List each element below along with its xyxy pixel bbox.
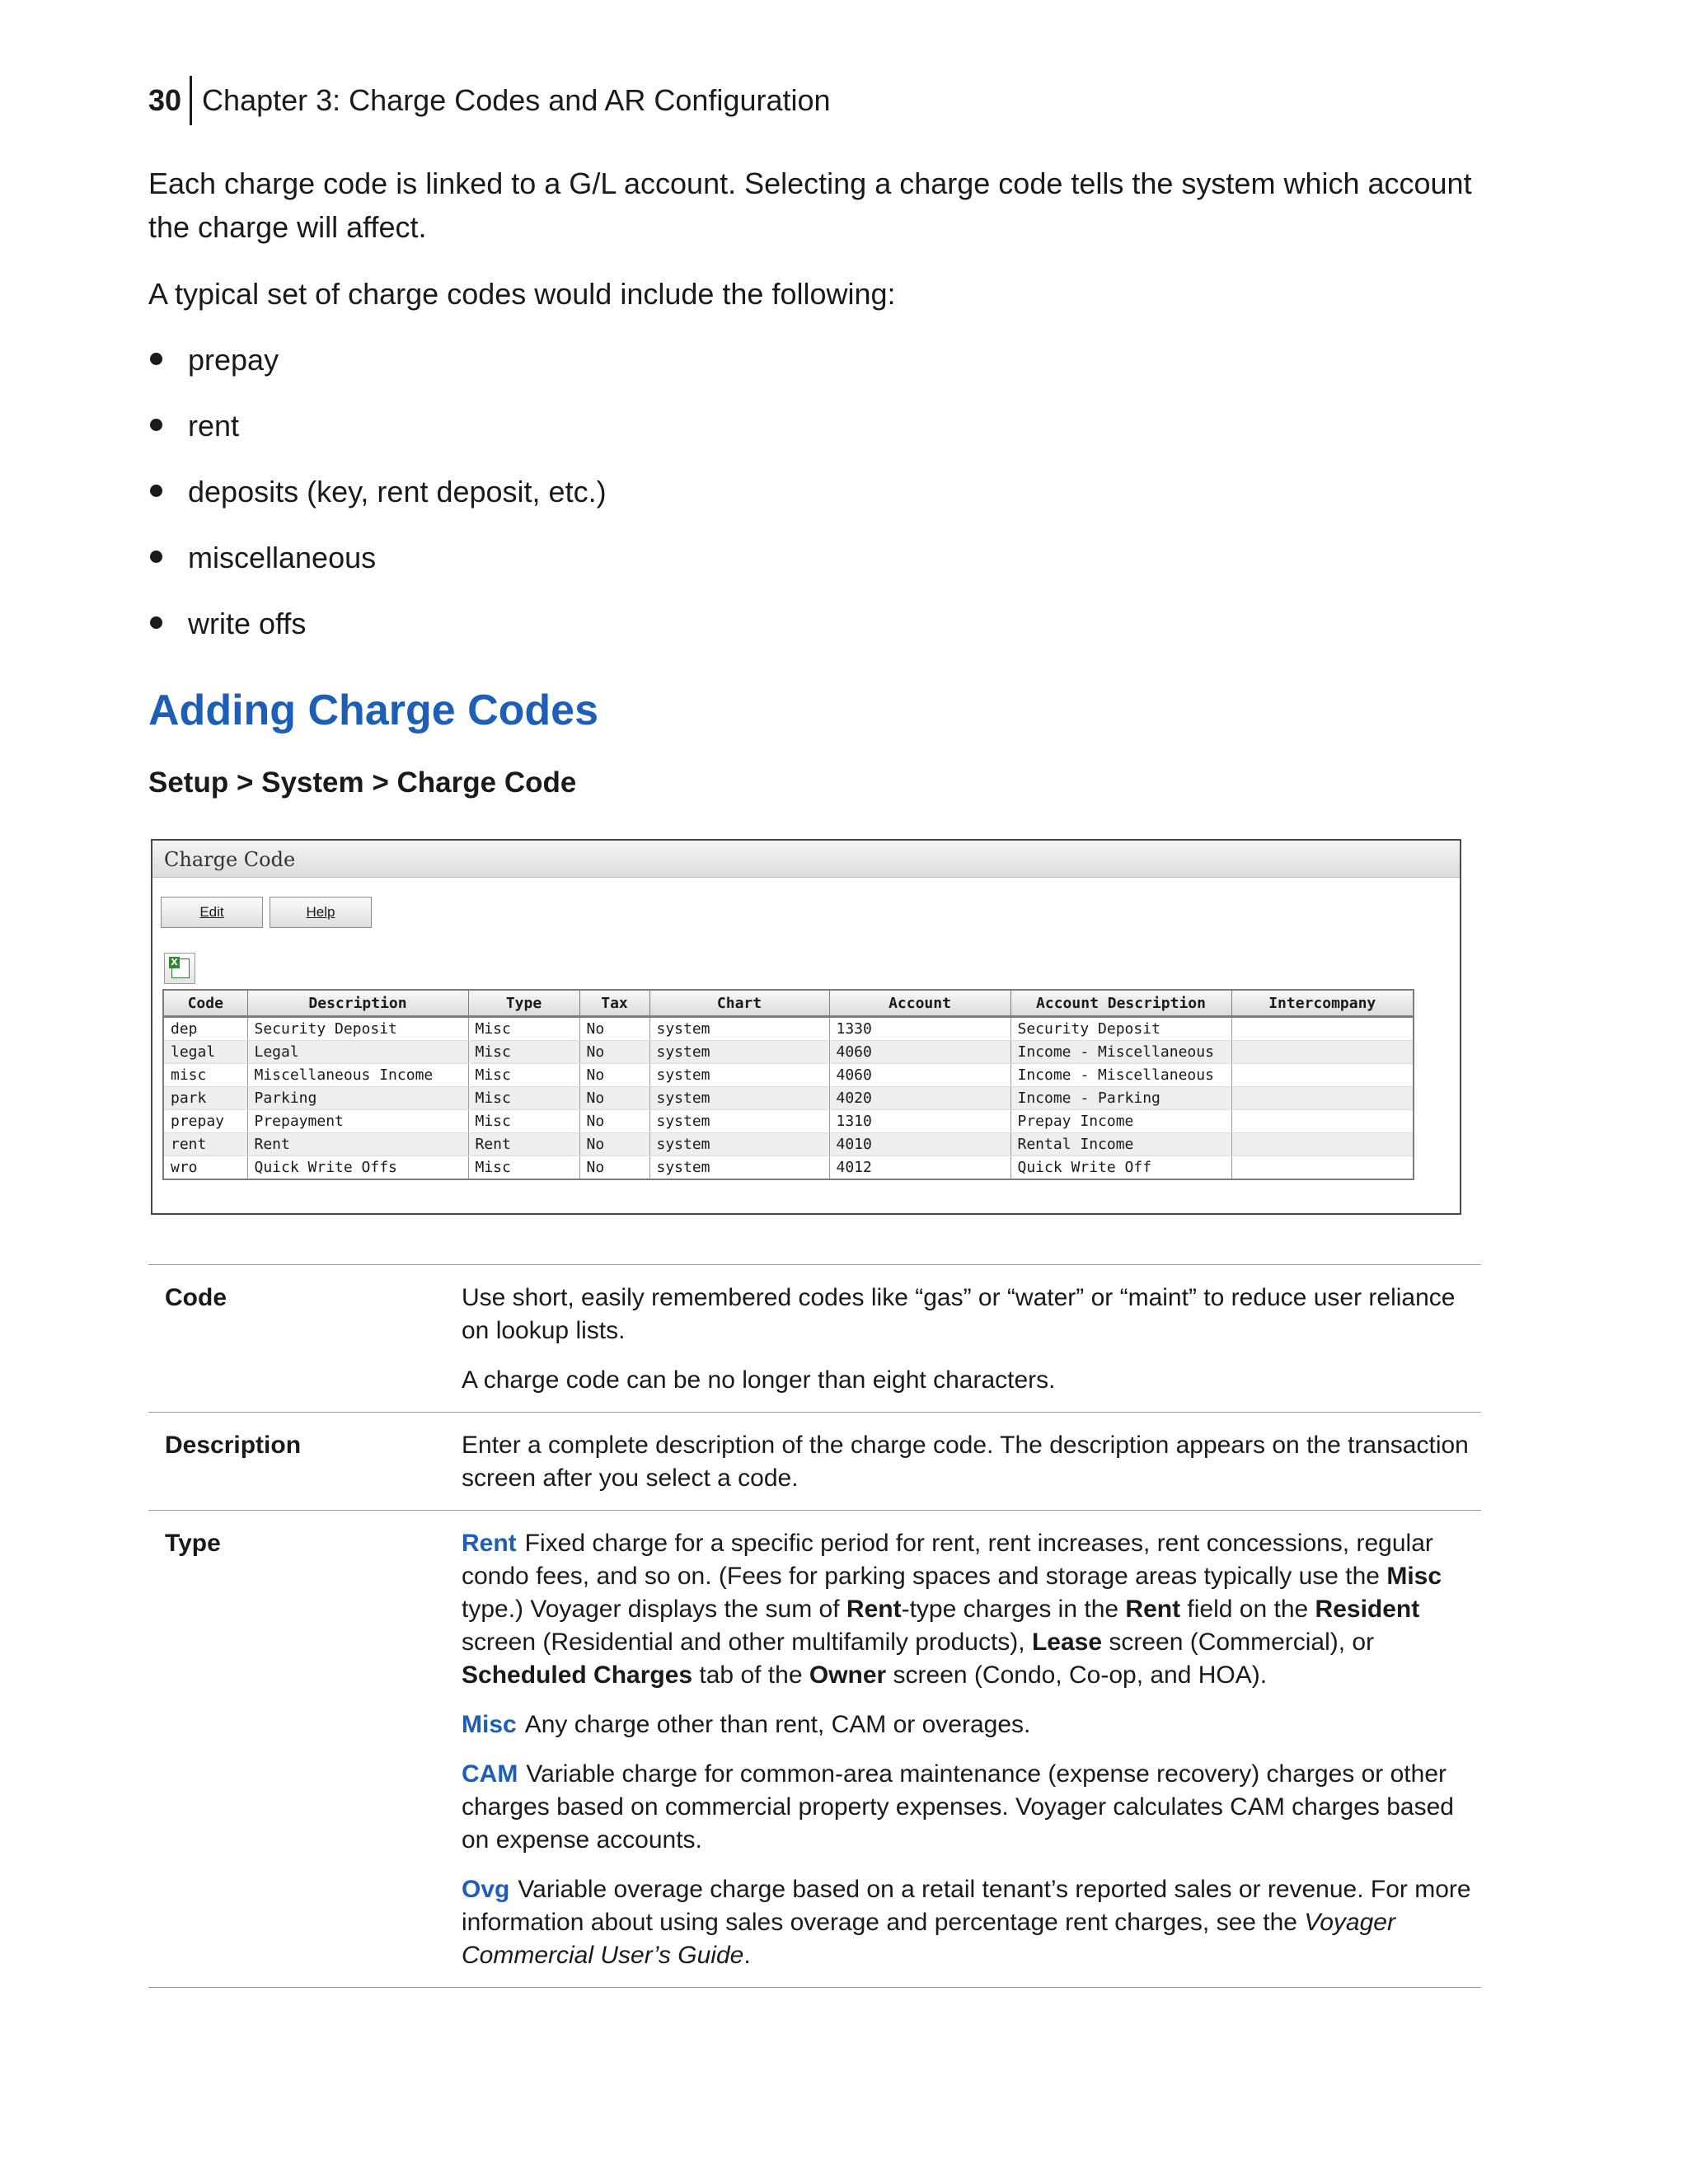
charge-code-grid <box>162 989 1414 1180</box>
column-header-code[interactable]: Code <box>163 990 247 1017</box>
cell-code: legal <box>163 1041 247 1064</box>
bullet-icon <box>150 419 162 431</box>
cell-description: Rent <box>247 1133 468 1156</box>
cell-chart: system <box>649 1017 829 1041</box>
cell-intercompany <box>1231 1017 1414 1041</box>
cell-type: Misc <box>468 1017 579 1041</box>
definition-description: Enter a complete description of the charge code. The description appears on the transaction screen after you select a code. <box>462 1413 1481 1511</box>
cell-description: Prepayment <box>247 1110 468 1133</box>
cell-account: 4060 <box>829 1041 1010 1064</box>
section-heading: Adding Charge Codes <box>148 687 599 734</box>
cell-intercompany <box>1231 1133 1414 1156</box>
cell-tax: No <box>579 1041 649 1064</box>
column-header-intercompany[interactable]: Intercompany <box>1231 990 1414 1017</box>
cell-type: Misc <box>468 1110 579 1133</box>
column-header-tax[interactable]: Tax <box>579 990 649 1017</box>
cell-chart: system <box>649 1110 829 1133</box>
cell-code: park <box>163 1087 247 1110</box>
edit-button[interactable]: Edit <box>161 897 263 928</box>
cell-chart: system <box>649 1041 829 1064</box>
cell-type: Rent <box>468 1133 579 1156</box>
table-row[interactable] <box>163 1156 1414 1180</box>
help-button[interactable]: Help <box>270 897 372 928</box>
cell-chart: system <box>649 1156 829 1180</box>
cell-tax: No <box>579 1064 649 1087</box>
cell-intercompany <box>1231 1087 1414 1110</box>
excel-export-icon[interactable] <box>164 953 195 984</box>
table-row[interactable] <box>163 1110 1414 1133</box>
cell-account: 1330 <box>829 1017 1010 1041</box>
running-header <box>148 76 831 125</box>
charge-code-list <box>148 338 607 668</box>
term-description: Description <box>148 1413 462 1511</box>
cell-description: Miscellaneous Income <box>247 1064 468 1087</box>
cell-account-description: Income - Miscellaneous <box>1010 1041 1231 1064</box>
cell-code: prepay <box>163 1110 247 1133</box>
cell-intercompany <box>1231 1064 1414 1087</box>
table-row[interactable] <box>163 1133 1414 1156</box>
cell-account-description: Income - Parking <box>1010 1087 1231 1110</box>
type-ovg: Ovg Variable overage charge based on a retail tenant’s reported sales or revenue. For more information about using sales overage and percentage rent charges, see the Voyager Commercial User’s Guide. <box>462 1876 1471 1969</box>
cell-account: 1310 <box>829 1110 1010 1133</box>
type-rent: Rent Fixed charge for a specific period for rent, rent increases, rent concessions, regular condo fees, and so on. (Fees for parking spaces and storage areas typically use the Misc type.) Voyager displays the sum of Rent-type charges in the Rent field on the Resident screen (Residential and other multifamily products), Lease screen (Commercial), or Scheduled Charges tab of the Owner screen (Condo, Co-op, and HOA). <box>462 1530 1442 1689</box>
cell-type: Misc <box>468 1041 579 1064</box>
list-item: write offs <box>148 602 607 668</box>
column-header-account[interactable]: Account <box>829 990 1010 1017</box>
toolbar <box>161 897 372 928</box>
cell-account-description: Quick Write Off <box>1010 1156 1231 1180</box>
term-code: Code <box>148 1265 462 1413</box>
cell-account-description: Security Deposit <box>1010 1017 1231 1041</box>
cell-tax: No <box>579 1156 649 1180</box>
bullet-icon <box>150 616 162 629</box>
cell-account: 4012 <box>829 1156 1010 1180</box>
charge-code-window <box>151 839 1461 1215</box>
table-row[interactable] <box>163 1017 1414 1041</box>
term-type: Type <box>148 1511 462 1988</box>
table-row[interactable] <box>163 1041 1414 1064</box>
bullet-icon <box>150 353 162 365</box>
cell-tax: No <box>579 1110 649 1133</box>
cell-tax: No <box>579 1087 649 1110</box>
cell-account: 4010 <box>829 1133 1010 1156</box>
cell-description: Parking <box>247 1087 468 1110</box>
definition-type <box>462 1511 1481 1988</box>
table-row[interactable] <box>163 1087 1414 1110</box>
cell-account-description: Rental Income <box>1010 1133 1231 1156</box>
column-header-account-description[interactable]: Account Description <box>1010 990 1231 1017</box>
list-item: rent <box>148 404 607 470</box>
cell-chart: system <box>649 1087 829 1110</box>
cell-code: rent <box>163 1133 247 1156</box>
bullet-icon <box>150 485 162 497</box>
window-title: Charge Code <box>164 848 296 871</box>
column-header-type[interactable]: Type <box>468 990 579 1017</box>
cell-tax: No <box>579 1017 649 1041</box>
cell-account-description: Prepay Income <box>1010 1110 1231 1133</box>
bullet-icon <box>150 551 162 563</box>
cell-account: 4060 <box>829 1064 1010 1087</box>
grid-header-row <box>163 990 1414 1017</box>
definition-code: Use short, easily remembered codes like “gas” or “water” or “maint” to reduce user reliance on lookup lists. A charge code can be no longer than eight characters. <box>462 1265 1481 1413</box>
column-header-description[interactable]: Description <box>247 990 468 1017</box>
list-item: prepay <box>148 338 607 404</box>
chapter-title: Chapter 3: Charge Codes and AR Configuration <box>202 83 831 117</box>
cell-chart: system <box>649 1133 829 1156</box>
cell-intercompany <box>1231 1110 1414 1133</box>
cell-account: 4020 <box>829 1087 1010 1110</box>
navigation-path: Setup > System > Charge Code <box>148 766 577 799</box>
cell-code: dep <box>163 1017 247 1041</box>
cell-code: wro <box>163 1156 247 1180</box>
cell-description: Security Deposit <box>247 1017 468 1041</box>
cell-type: Misc <box>468 1156 579 1180</box>
cell-type: Misc <box>468 1064 579 1087</box>
cell-tax: No <box>579 1133 649 1156</box>
list-item: miscellaneous <box>148 536 607 602</box>
definition-row-description <box>148 1413 1481 1511</box>
cell-type: Misc <box>468 1087 579 1110</box>
definition-row-type <box>148 1511 1481 1988</box>
field-definitions-table <box>148 1264 1481 1988</box>
cell-code: misc <box>163 1064 247 1087</box>
window-titlebar <box>152 841 1460 878</box>
cell-description: Legal <box>247 1041 468 1064</box>
definition-row-code <box>148 1265 1481 1413</box>
cell-intercompany <box>1231 1041 1414 1064</box>
column-header-chart[interactable]: Chart <box>649 990 829 1017</box>
cell-intercompany <box>1231 1156 1414 1180</box>
intro-lead-in: A typical set of charge codes would include the following: <box>148 277 896 311</box>
cell-account-description: Income - Miscellaneous <box>1010 1064 1231 1087</box>
type-misc: Misc Any charge other than rent, CAM or overages. <box>462 1711 1031 1738</box>
cell-chart: system <box>649 1064 829 1087</box>
intro-paragraph: Each charge code is linked to a G/L account. Selecting a charge code tells the system which account the charge will affect. <box>148 166 1472 244</box>
list-item: deposits (key, rent deposit, etc.) <box>148 470 607 536</box>
page-number: 30 <box>148 76 192 125</box>
cell-description: Quick Write Offs <box>247 1156 468 1180</box>
type-cam: CAM Variable charge for common-area maintenance (expense recovery) charges or other charges based on commercial property expenses. Voyager calculates CAM charges based on expense accounts. <box>462 1760 1454 1854</box>
table-row[interactable] <box>163 1064 1414 1087</box>
